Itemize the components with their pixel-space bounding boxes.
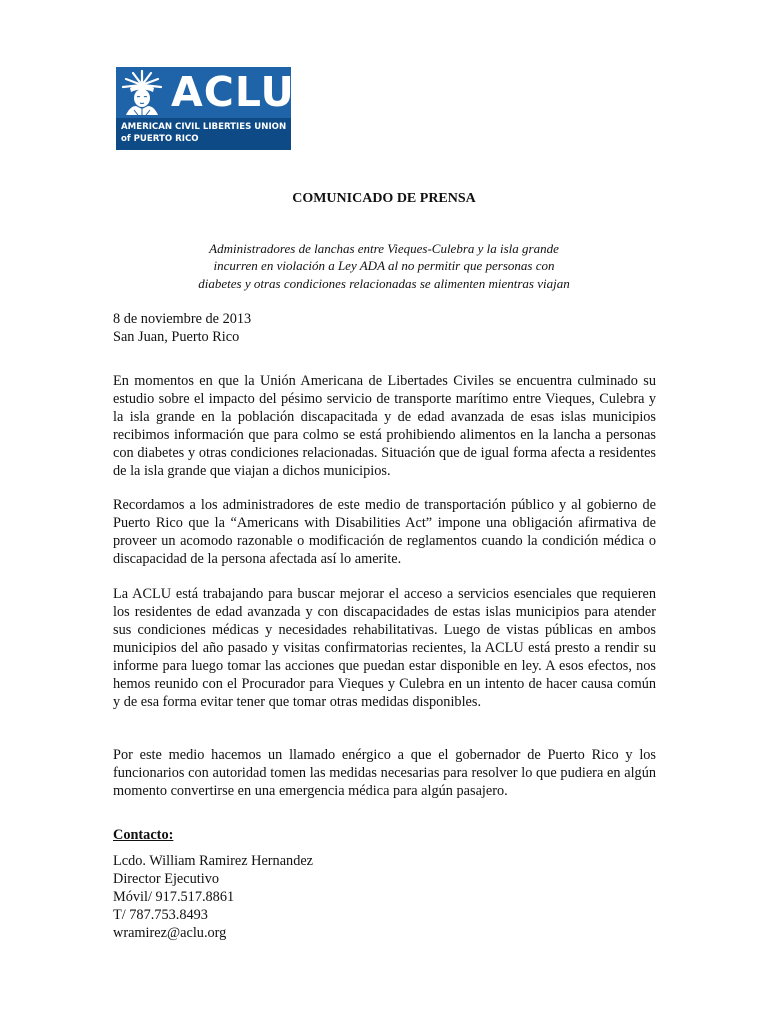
body-paragraph-1: En momentos en que la Unión Americana de Libertades Civiles se encuentra culminado su estudio sobre el impacto del pésimo servicio de transporte marítimo entre Vieques, Culebra y la isla grande en la población discapacitada y de edad avanzada de esas islas municipios recibimos información que para colmo se está prohibiendo alimentos en la lancha a personas con diabetes y otras condiciones relacionadas. Situación que de igual forma afecta a residentes de la isla grande que viajan a dichos municipios. xyxy=(113,373,656,479)
press-place: San Juan, Puerto Rico xyxy=(113,329,240,345)
contact-heading: Contacto: xyxy=(113,827,174,843)
contact-phone: T/ 787.753.8493 xyxy=(113,907,208,923)
logo-org-name: AMERICAN CIVIL LIBERTIES UNION xyxy=(121,122,287,132)
subtitle-line: diabetes y otras condiciones relacionadas se alimenten mientras viajan xyxy=(198,275,570,291)
contact-email: wramirez@aclu.org xyxy=(113,925,227,941)
aclu-logo xyxy=(116,67,295,150)
logo-org-region: of PUERTO RICO xyxy=(121,134,199,144)
contact-name: Lcdo. William Ramirez Hernandez xyxy=(113,853,314,869)
logo-wordmark: ACLU xyxy=(171,68,295,116)
contact-mobile: Móvil/ 917.517.8861 xyxy=(113,889,235,905)
subtitle-line: incurren en violación a Ley ADA al no permitir que personas con xyxy=(213,258,555,274)
subtitle-line: Administradores de lanchas entre Vieques-Culebra y la isla grande xyxy=(209,241,559,256)
press-subtitle xyxy=(160,240,608,292)
statue-of-liberty-icon xyxy=(118,68,166,115)
body-paragraph-2: Recordamos a los administradores de este medio de transportación público y al gobierno de Puerto Rico que la “Americans with Disabilities Act” impone una obligación afirmativa de proveer un acomodo razonable o modificación de reglamentos cuando la condición médica o discapacidad de la persona afectada así lo amerite. xyxy=(113,497,656,567)
press-date: 8 de noviembre de 2013 xyxy=(113,311,252,327)
page-title: COMUNICADO DE PRENSA xyxy=(292,191,476,206)
body-paragraph-4: Por este medio hacemos un llamado enérgico a que el gobernador de Puerto Rico y los funcionarios con autoridad tomen las medidas necesarias para resolver lo que pudiera en algún momento convertirse en una emergencia médica para algún pasajero. xyxy=(113,747,656,799)
contact-block xyxy=(113,852,313,942)
dateline xyxy=(113,310,251,346)
body-paragraph-3: La ACLU está trabajando para buscar mejorar el acceso a servicios esenciales que requieren los residentes de edad avanzada y con discapacidades de estas islas municipios para atender sus condiciones médicas y necesidades rehabilitativas. Luego de vistas públicas en ambos municipios del año pasado y visitas confirmatorias recientes, la ACLU está presto a rendir su informe para luego tomar las acciones que puedan estar disponible en ley. A esos efectos, nos hemos reunido con el Procurador para Vieques y Culebra en un intento de hacer causa común y de esa forma evitar tener que tomar otras medidas disponibles. xyxy=(113,586,656,710)
contact-title: Director Ejecutivo xyxy=(113,871,219,887)
